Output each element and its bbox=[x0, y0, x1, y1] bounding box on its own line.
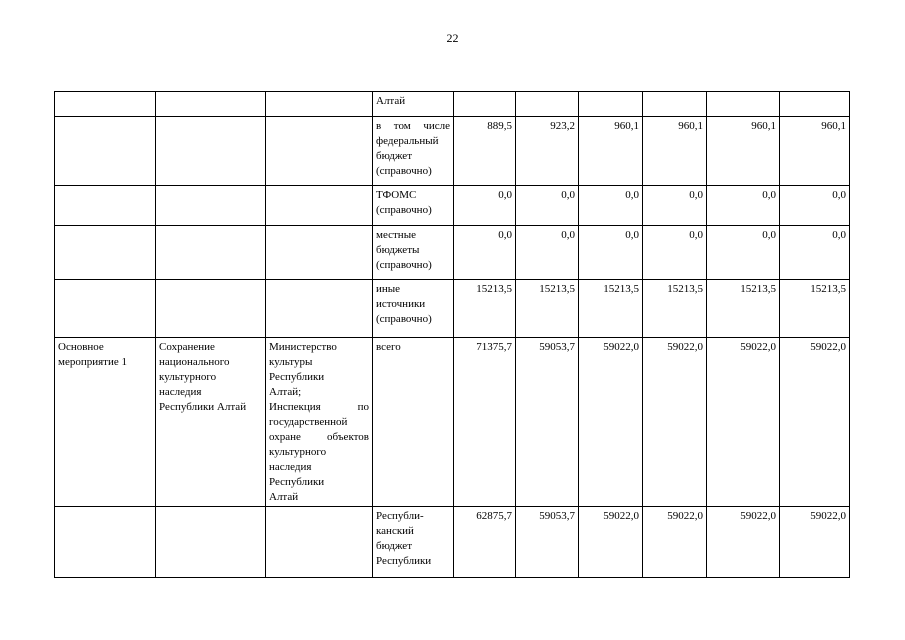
table-cell-value: 0,0 bbox=[707, 226, 780, 280]
table-cell-executor bbox=[266, 186, 373, 226]
table-cell-value: 960,1 bbox=[780, 117, 850, 186]
table-cell-value: 0,0 bbox=[643, 226, 707, 280]
table-cell-executor bbox=[266, 338, 373, 507]
table-cell-value bbox=[579, 92, 643, 117]
table-cell-value bbox=[454, 92, 516, 117]
table-cell-program bbox=[55, 226, 156, 280]
table-cell-value: 0,0 bbox=[579, 226, 643, 280]
source-line: федеральный bbox=[376, 135, 439, 147]
table-cell-value: 960,1 bbox=[643, 117, 707, 186]
table-cell-value: 960,1 bbox=[579, 117, 643, 186]
table-cell-title bbox=[156, 338, 266, 507]
table-cell-value: 923,2 bbox=[516, 117, 579, 186]
budget-table bbox=[54, 91, 850, 578]
program-line: Основное bbox=[58, 341, 104, 353]
source-line: (справочно) bbox=[376, 313, 432, 325]
table-cell-value: 960,1 bbox=[707, 117, 780, 186]
table-cell-program bbox=[55, 117, 156, 186]
table-cell-value: 15213,5 bbox=[454, 280, 516, 338]
table-cell-value bbox=[780, 92, 850, 117]
table-cell-value: 0,0 bbox=[780, 186, 850, 226]
table-row bbox=[55, 507, 850, 578]
executor-line: Алтай; bbox=[269, 386, 302, 398]
executor-line: культурного bbox=[269, 446, 327, 458]
table-cell-source bbox=[373, 507, 454, 578]
executor-line: наследия bbox=[269, 461, 312, 473]
table-cell-value: 0,0 bbox=[516, 226, 579, 280]
table-cell-value: 889,5 bbox=[454, 117, 516, 186]
table-cell-value: 0,0 bbox=[707, 186, 780, 226]
table-cell-value: 59053,7 bbox=[516, 507, 579, 578]
source-line: местные bbox=[376, 229, 416, 241]
table-cell-value: 15213,5 bbox=[707, 280, 780, 338]
source-line: бюджет bbox=[376, 150, 412, 162]
source-line: бюджет bbox=[376, 540, 412, 552]
table-row bbox=[55, 186, 850, 226]
source-line: канский bbox=[376, 525, 414, 537]
table-cell-source: Алтай bbox=[373, 92, 454, 117]
table-row bbox=[55, 280, 850, 338]
table-cell-program bbox=[55, 92, 156, 117]
table-cell-title bbox=[156, 226, 266, 280]
table-cell-executor bbox=[266, 92, 373, 117]
table-cell-value: 59022,0 bbox=[707, 507, 780, 578]
table-cell-executor bbox=[266, 226, 373, 280]
table-cell-title bbox=[156, 92, 266, 117]
table-cell-executor bbox=[266, 280, 373, 338]
title-line: Сохранение bbox=[159, 341, 215, 353]
table-cell-value: 15213,5 bbox=[643, 280, 707, 338]
table-cell-source: всего bbox=[373, 338, 454, 507]
executor-line: охране объектов bbox=[269, 431, 369, 443]
table-row bbox=[55, 226, 850, 280]
table-cell-value: 59022,0 bbox=[643, 507, 707, 578]
source-line: источники bbox=[376, 298, 426, 310]
title-line: национального bbox=[159, 356, 230, 368]
source-line: Республики bbox=[376, 555, 432, 567]
table-cell-value: 59053,7 bbox=[516, 338, 579, 507]
executor-line: государственной bbox=[269, 416, 348, 428]
table-cell-value: 71375,7 bbox=[454, 338, 516, 507]
table-cell-value: 59022,0 bbox=[780, 507, 850, 578]
table-cell-title bbox=[156, 507, 266, 578]
executor-line: Республики bbox=[269, 371, 325, 383]
table-cell-program bbox=[55, 338, 156, 507]
table-cell-value: 59022,0 bbox=[707, 338, 780, 507]
table-cell-value: 0,0 bbox=[454, 186, 516, 226]
title-line: Республики Алтай bbox=[159, 401, 247, 413]
source-line: бюджеты bbox=[376, 244, 420, 256]
source-line: в том числе bbox=[376, 120, 450, 132]
table-cell-source bbox=[373, 186, 454, 226]
table-cell-value: 15213,5 bbox=[780, 280, 850, 338]
table-cell-value: 0,0 bbox=[643, 186, 707, 226]
table-cell-value: 59022,0 bbox=[579, 338, 643, 507]
table-cell-value bbox=[643, 92, 707, 117]
title-line: культурного bbox=[159, 371, 217, 383]
table-cell-value: 0,0 bbox=[516, 186, 579, 226]
table-cell-value: 59022,0 bbox=[579, 507, 643, 578]
table-cell-value bbox=[516, 92, 579, 117]
executor-line: культуры bbox=[269, 356, 313, 368]
source-line: (справочно) bbox=[376, 204, 432, 216]
source-line: иные bbox=[376, 283, 401, 295]
table-cell-value: 0,0 bbox=[454, 226, 516, 280]
table-cell-value: 59022,0 bbox=[643, 338, 707, 507]
table-cell-source bbox=[373, 117, 454, 186]
source-line: Республи- bbox=[376, 510, 424, 522]
table-row bbox=[55, 117, 850, 186]
table-cell-title bbox=[156, 117, 266, 186]
source-line: ТФОМС bbox=[376, 189, 417, 201]
table-cell-value: 0,0 bbox=[780, 226, 850, 280]
table-cell-source bbox=[373, 280, 454, 338]
table-row bbox=[55, 92, 850, 117]
source-line: (справочно) bbox=[376, 165, 432, 177]
table-row bbox=[55, 338, 850, 507]
executor-line: Инспекция по bbox=[269, 401, 369, 413]
table-cell-program bbox=[55, 186, 156, 226]
table-cell-value: 59022,0 bbox=[780, 338, 850, 507]
table-cell-value bbox=[707, 92, 780, 117]
executor-line: Алтай bbox=[269, 491, 299, 503]
table-cell-title bbox=[156, 186, 266, 226]
page-number: 22 bbox=[446, 31, 459, 45]
table-cell-value: 15213,5 bbox=[579, 280, 643, 338]
table-cell-program bbox=[55, 507, 156, 578]
executor-line: Республики bbox=[269, 476, 325, 488]
table-cell-source bbox=[373, 226, 454, 280]
title-line: наследия bbox=[159, 386, 202, 398]
table-cell-executor bbox=[266, 507, 373, 578]
table-cell-value: 62875,7 bbox=[454, 507, 516, 578]
source-line: (справочно) bbox=[376, 259, 432, 271]
executor-line: Министерство bbox=[269, 341, 337, 353]
table-cell-value: 15213,5 bbox=[516, 280, 579, 338]
table-cell-title bbox=[156, 280, 266, 338]
table-cell-value: 0,0 bbox=[579, 186, 643, 226]
program-line: мероприятие 1 bbox=[58, 356, 128, 368]
table-cell-executor bbox=[266, 117, 373, 186]
table-cell-program bbox=[55, 280, 156, 338]
